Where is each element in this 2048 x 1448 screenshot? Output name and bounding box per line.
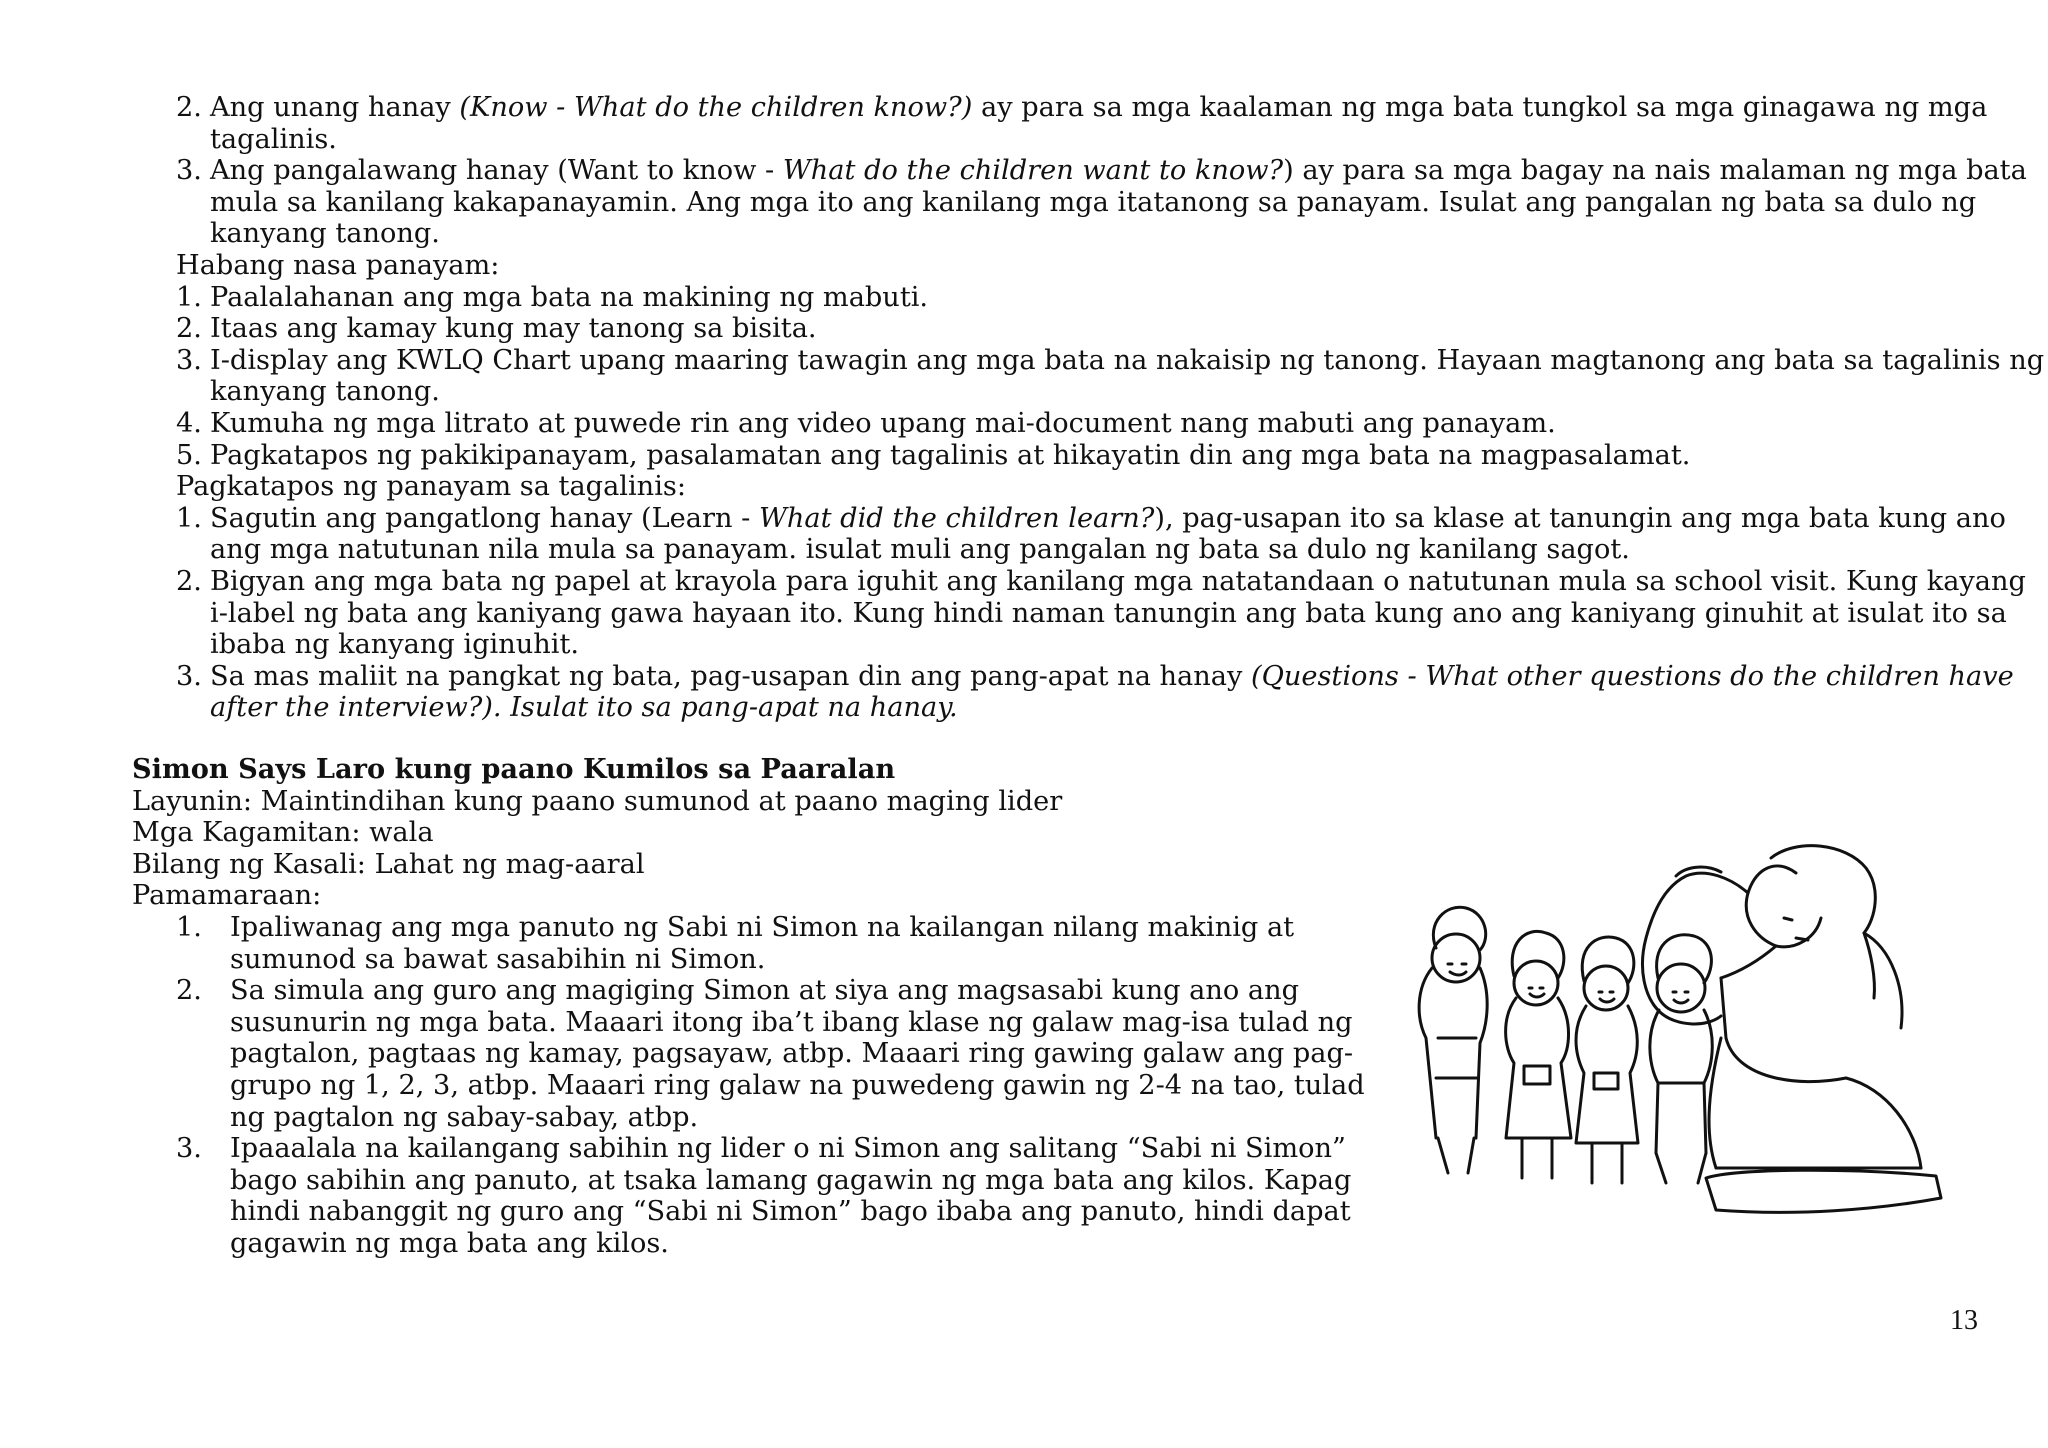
during-step-number: 3. xyxy=(176,344,202,376)
intro-step-text-line xyxy=(210,218,440,250)
during-step-number: 5. xyxy=(176,439,202,471)
game-step-number: 2. xyxy=(176,975,202,1007)
child-figure-3 xyxy=(1576,937,1638,1183)
during-step-number: 2. xyxy=(176,313,202,345)
game-step-text-line xyxy=(230,912,1294,944)
text: mula sa kanilang kakapanayamin. Ang mga ito ang kanilang mga itatanong sa panayam. Isulat ang pangalan ng bata sa dulo ng xyxy=(210,186,1977,218)
text: bago sabihin ang panuto, at tsaka lamang gagawin ng mga bata ang kilos. Kapag xyxy=(230,1164,1352,1196)
text: sumunod sa bawat sasabihin ni Simon. xyxy=(230,943,766,975)
text: Itaas ang kamay kung may tanong sa bisita. xyxy=(210,313,817,345)
game-step-number: 1. xyxy=(176,912,202,944)
game-step-text-line xyxy=(230,975,1299,1007)
text: ang mga natutunan nila mula sa panayam. isulat muli ang pangalan ng bata sa dulo ng kanilang sagot. xyxy=(210,534,1630,566)
text: Sa simula ang guro ang magiging Simon at siya ang magsasabi kung ano ang xyxy=(230,975,1300,1007)
after-step-text-line xyxy=(210,661,2014,693)
after-step-number: 2. xyxy=(176,566,202,597)
after-step-number: 3. xyxy=(176,660,202,692)
game-procedure-heading: Pamamaraan: xyxy=(132,880,322,912)
during-step-number: 4. xyxy=(176,408,202,439)
text: gagawin ng mga bata ang kilos. xyxy=(230,1228,669,1260)
intro-step-text-line xyxy=(210,187,1976,219)
text: Ipaliwanag ang mga panuto ng Sabi ni Simon na kailangan nilang makinig at xyxy=(230,912,1295,944)
text: ng pagtalon ng sabay-sabay, atbp. xyxy=(230,1101,699,1133)
game-step-text-line xyxy=(230,1228,669,1260)
after-interview-heading: Pagkatapos ng panayam sa tagalinis: xyxy=(176,471,687,503)
game-objective: Layunin: Maintindihan kung paano sumunod at paano maging lider xyxy=(132,785,1063,817)
game-step-text-line xyxy=(230,1070,1365,1102)
page-number: 13 xyxy=(1950,1305,1978,1336)
text: ), pag-usapan ito sa klase at tanungin ang mga bata kung ano xyxy=(1154,502,2006,534)
text: tagalinis. xyxy=(210,123,337,155)
after-step-number: 1. xyxy=(176,502,202,534)
child-figure-4 xyxy=(1650,935,1712,1183)
italic-text: What did the children learn? xyxy=(758,502,1155,534)
game-title: Simon Says Laro kung paano Kumilos sa Paaralan xyxy=(132,753,896,786)
text: hindi nabanggit ng guro ang “Sabi ni Simon” bago ibaba ang panuto, hindi dapat xyxy=(230,1196,1351,1228)
text: Ang unang hanay xyxy=(210,92,460,123)
after-step-text-line xyxy=(210,534,1630,566)
game-step-text-line xyxy=(230,1038,1353,1070)
intro-step-text-line xyxy=(210,124,337,156)
game-step-text-line xyxy=(230,1133,1346,1165)
intro-step-number: 2. xyxy=(176,92,202,123)
game-step-text-line xyxy=(230,1102,698,1134)
text: Ang pangalawang hanay (Want to know - xyxy=(210,155,783,187)
italic-text: What do the children want to know? xyxy=(782,155,1284,187)
game-step-number: 3. xyxy=(176,1133,202,1165)
teacher-figure xyxy=(1642,846,1941,1213)
after-step-text-line xyxy=(210,692,958,724)
simon-says-illustration xyxy=(1376,838,1976,1258)
after-step-text-line xyxy=(210,503,2006,535)
text: Sa mas maliit na pangkat ng bata, pag-usapan din ang pang-apat na hanay xyxy=(210,660,1251,692)
text: Paalalahanan ang mga bata na makining ng mabuti. xyxy=(210,281,929,313)
during-step-text-line xyxy=(210,408,1556,440)
during-step-number: 1. xyxy=(176,281,202,313)
text: ay para sa mga kaalaman ng mga bata tungkol sa mga ginagawa ng mga xyxy=(972,92,1988,123)
italic-text: (Questions - What other questions do the children have xyxy=(1250,660,2014,692)
text: ) ay para sa mga bagay na nais malaman ng mga bata xyxy=(1283,155,2027,187)
italic-text: after the interview?). Isulat ito sa pang-apat na hanay. xyxy=(210,692,958,724)
text: I-display ang KWLQ Chart upang maaring tawagin ang mga bata na nakaisip ng tanong. Hayaan magtanong ang bata sa tagalinis ng xyxy=(210,344,2045,376)
text: Bigyan ang mga bata ng papel at krayola para iguhit ang kanilang mga natatandaan o natutunan mula sa school visit. Kung kayang xyxy=(210,566,2026,597)
text: Ipaaalala na kailangang sabihin ng lider o ni Simon ang salitang “Sabi ni Simon” xyxy=(230,1133,1346,1165)
during-step-text-line xyxy=(210,313,817,345)
during-step-text-line xyxy=(210,440,1690,472)
intro-step-text-line xyxy=(210,155,2027,187)
after-step-text-line xyxy=(210,629,579,661)
intro-step-text-line xyxy=(210,92,1987,124)
during-step-text-line xyxy=(210,282,928,314)
italic-text: (Know - What do the children know?) xyxy=(459,92,973,123)
child-figure-1 xyxy=(1419,907,1487,1173)
game-materials: Mga Kagamitan: wala xyxy=(132,817,434,849)
during-step-text-line xyxy=(210,345,2044,377)
game-step-text-line xyxy=(230,1165,1351,1197)
text: i-label ng bata ang kaniyang gawa hayaan ito. Kung hindi naman tanungin ang bata kung ano ang kaniyang ginuhit at isulat ito sa xyxy=(210,597,2007,629)
after-step-text-line xyxy=(210,598,2007,630)
after-step-text-line xyxy=(210,566,2026,598)
text: pagtalon, pagtaas ng kamay, pagsayaw, atbp. Maaari ring gawing galaw ang pag- xyxy=(230,1038,1354,1070)
game-step-text-line xyxy=(230,1196,1351,1228)
text: kanyang tanong. xyxy=(210,218,440,250)
intro-step-number: 3. xyxy=(176,155,202,187)
during-step-text-line xyxy=(210,376,440,408)
text: Pagkatapos ng pakikipanayam, pasalamatan ang tagalinis at hikayatin din ang mga bata na magpasalamat. xyxy=(210,439,1691,471)
text: kanyang tanong. xyxy=(210,376,440,408)
game-participants: Bilang ng Kasali: Lahat ng mag-aaral xyxy=(132,848,645,880)
during-interview-heading: Habang nasa panayam: xyxy=(176,250,500,281)
text: Kumuha ng mga litrato at puwede rin ang video upang mai-document nang mabuti ang panayam. xyxy=(210,408,1556,439)
text: Sagutin ang pangatlong hanay (Learn - xyxy=(210,502,759,534)
game-step-text-line xyxy=(230,944,765,976)
text: ibaba ng kanyang iginuhit. xyxy=(210,629,580,661)
game-step-text-line xyxy=(230,1007,1353,1039)
text: susunurin ng mga bata. Maaari itong iba’t ibang klase ng galaw mag-isa tulad ng xyxy=(230,1006,1353,1038)
text: grupo ng 1, 2, 3, atbp. Maaari ring galaw na puwedeng gawin ng 2-4 na tao, tulad xyxy=(230,1070,1365,1102)
child-figure-2 xyxy=(1506,931,1571,1178)
